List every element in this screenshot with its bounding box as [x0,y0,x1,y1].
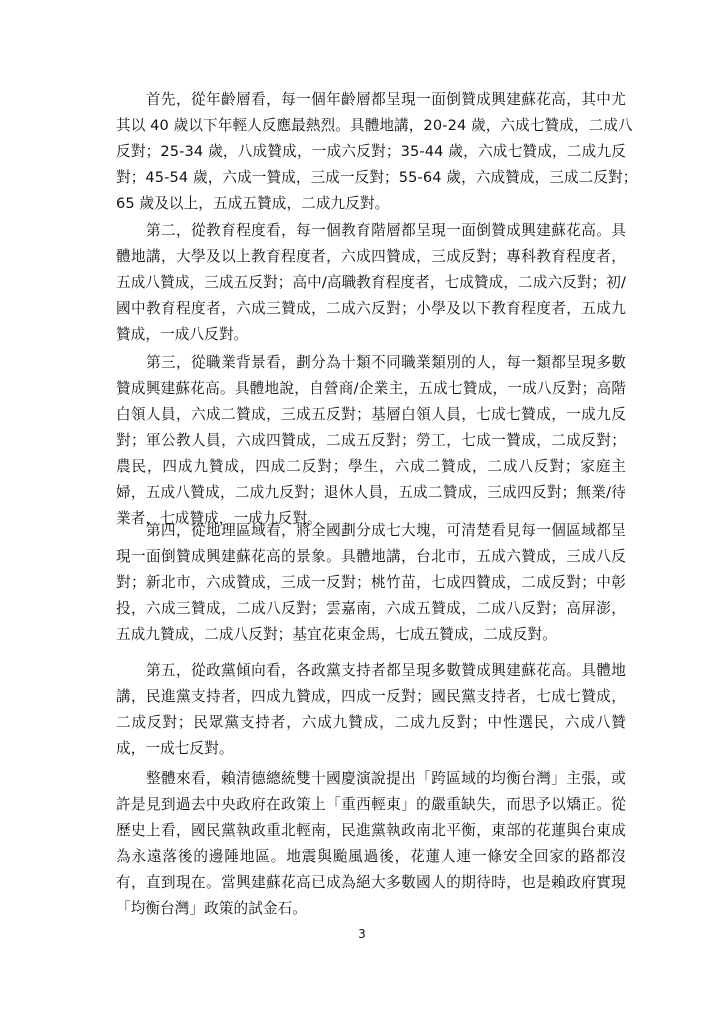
paragraph-line: 五成九贊成，二成八反對；基宜花東金馬，七成五贊成，二成反對。 [116,626,557,643]
paragraph-party [116,658,626,762]
paragraph-region [116,518,626,648]
paragraph-line: 五成八贊成，三成五反對；高中/高職教育程度者，七成贊成，二成六反對；初/ [116,274,626,291]
paragraph-line: 現一面倒贊成興建蘇花高的景象。具體地講，台北市，五成六贊成，三成八反 [116,548,626,565]
paragraph-line: 贊成興建蘇花高。具體地說，自營商/企業主，五成七贊成，一成八反對；高階 [116,380,626,397]
paragraph-occupation [116,350,626,532]
paragraph-line: 講，民進黨支持者，四成九贊成，四成一反對；國民黨支持者，七成七贊成， [116,688,626,705]
paragraph-line: 農民，四成九贊成，四成二反對；學生，六成二贊成，二成八反對；家庭主 [116,458,626,475]
paragraph-conclusion [116,766,626,922]
paragraph-line: 白領人員，六成二贊成，三成五反對；基層白領人員，七成七贊成，一成九反 [116,406,626,423]
paragraph-line: 第二，從教育程度看，每一個教育階層都呈現一面倒贊成興建蘇花高。具 [116,222,626,239]
paragraph-line: 業者，七成贊成，一成九反對。 [116,510,322,527]
paragraph-line: 首先，從年齡層看，每一個年齡層都呈現一面倒贊成興建蘇花高，其中尤 [116,91,626,108]
paragraph-line: 整體來看，賴清德總統雙十國慶演說提出「跨區域的均衡台灣」主張，或 [116,770,626,787]
paragraph-line: 其以 40 歲以下年輕人反應最熱烈。具體地講，20-24 歲，六成七贊成，二成八 [116,117,633,134]
paragraph-line: 對；新北市，六成贊成，三成一反對；桃竹苗，七成四贊成，二成反對；中彰 [116,574,626,591]
paragraph-line: 體地講，大學及以上教育程度者，六成四贊成，三成反對；專科教育程度者， [116,248,626,265]
paragraph-line: 為永遠落後的邊陲地區。地震與颱風過後，花蓮人連一條安全回家的路都沒 [116,848,626,865]
paragraph-line: 投，六成三贊成，二成八反對；雲嘉南，六成五贊成，二成八反對；高屏澎， [116,600,626,617]
paragraph-line: 對；軍公教人員，六成四贊成，二成五反對；勞工，七成一贊成，二成反對； [116,432,626,449]
paragraph-line: 贊成，一成八反對。 [116,326,249,343]
paragraph-line: 反對；25-34 歲，八成贊成，一成六反對；35-44 歲，六成七贊成，二成九反 [116,143,626,160]
paragraph-line: 第五，從政黨傾向看，各政黨支持者都呈現多數贊成興建蘇花高。具體地 [116,662,626,679]
paragraph-line: 65 歲及以上，五成五贊成，二成九反對。 [116,195,390,212]
paragraph-line: 婦，五成八贊成，二成九反對；退休人員，五成二贊成，三成四反對；無業/待 [116,484,626,501]
paragraph-line: 第三，從職業背景看，劃分為十類不同職業類別的人，每一類都呈現多數 [116,354,626,371]
page-number: 3 [358,927,366,941]
paragraph-line: 有，直到現在。當興建蘇花高已成為絕大多數國人的期待時，也是賴政府實現 [116,874,626,891]
paragraph-line: 國中教育程度者，六成三贊成，二成六反對；小學及以下教育程度者，五成九 [116,300,626,317]
paragraph-age-groups [116,87,638,217]
paragraph-line: 歷史上看，國民黨執政重北輕南，民進黨執政南北平衡，東部的花蓮與台東成 [116,822,626,839]
paragraph-line: 二成反對；民眾黨支持者，六成九贊成，二成九反對；中性選民，六成八贊 [116,714,626,731]
paragraph-education [116,218,626,348]
paragraph-line: 「均衡台灣」政策的試金石。 [116,900,308,917]
paragraph-line: 第四，從地理區域看，將全國劃分成七大塊，可清楚看見每一個區域都呈 [116,522,626,539]
paragraph-line: 對；45-54 歲，六成一贊成，三成一反對；55-64 歲，六成贊成，三成二反對； [116,169,638,186]
paragraph-line: 許是見到過去中央政府在政策上「重西輕東」的嚴重缺失，而思予以矯正。從 [116,796,626,813]
paragraph-line: 成，一成七反對。 [116,740,234,757]
